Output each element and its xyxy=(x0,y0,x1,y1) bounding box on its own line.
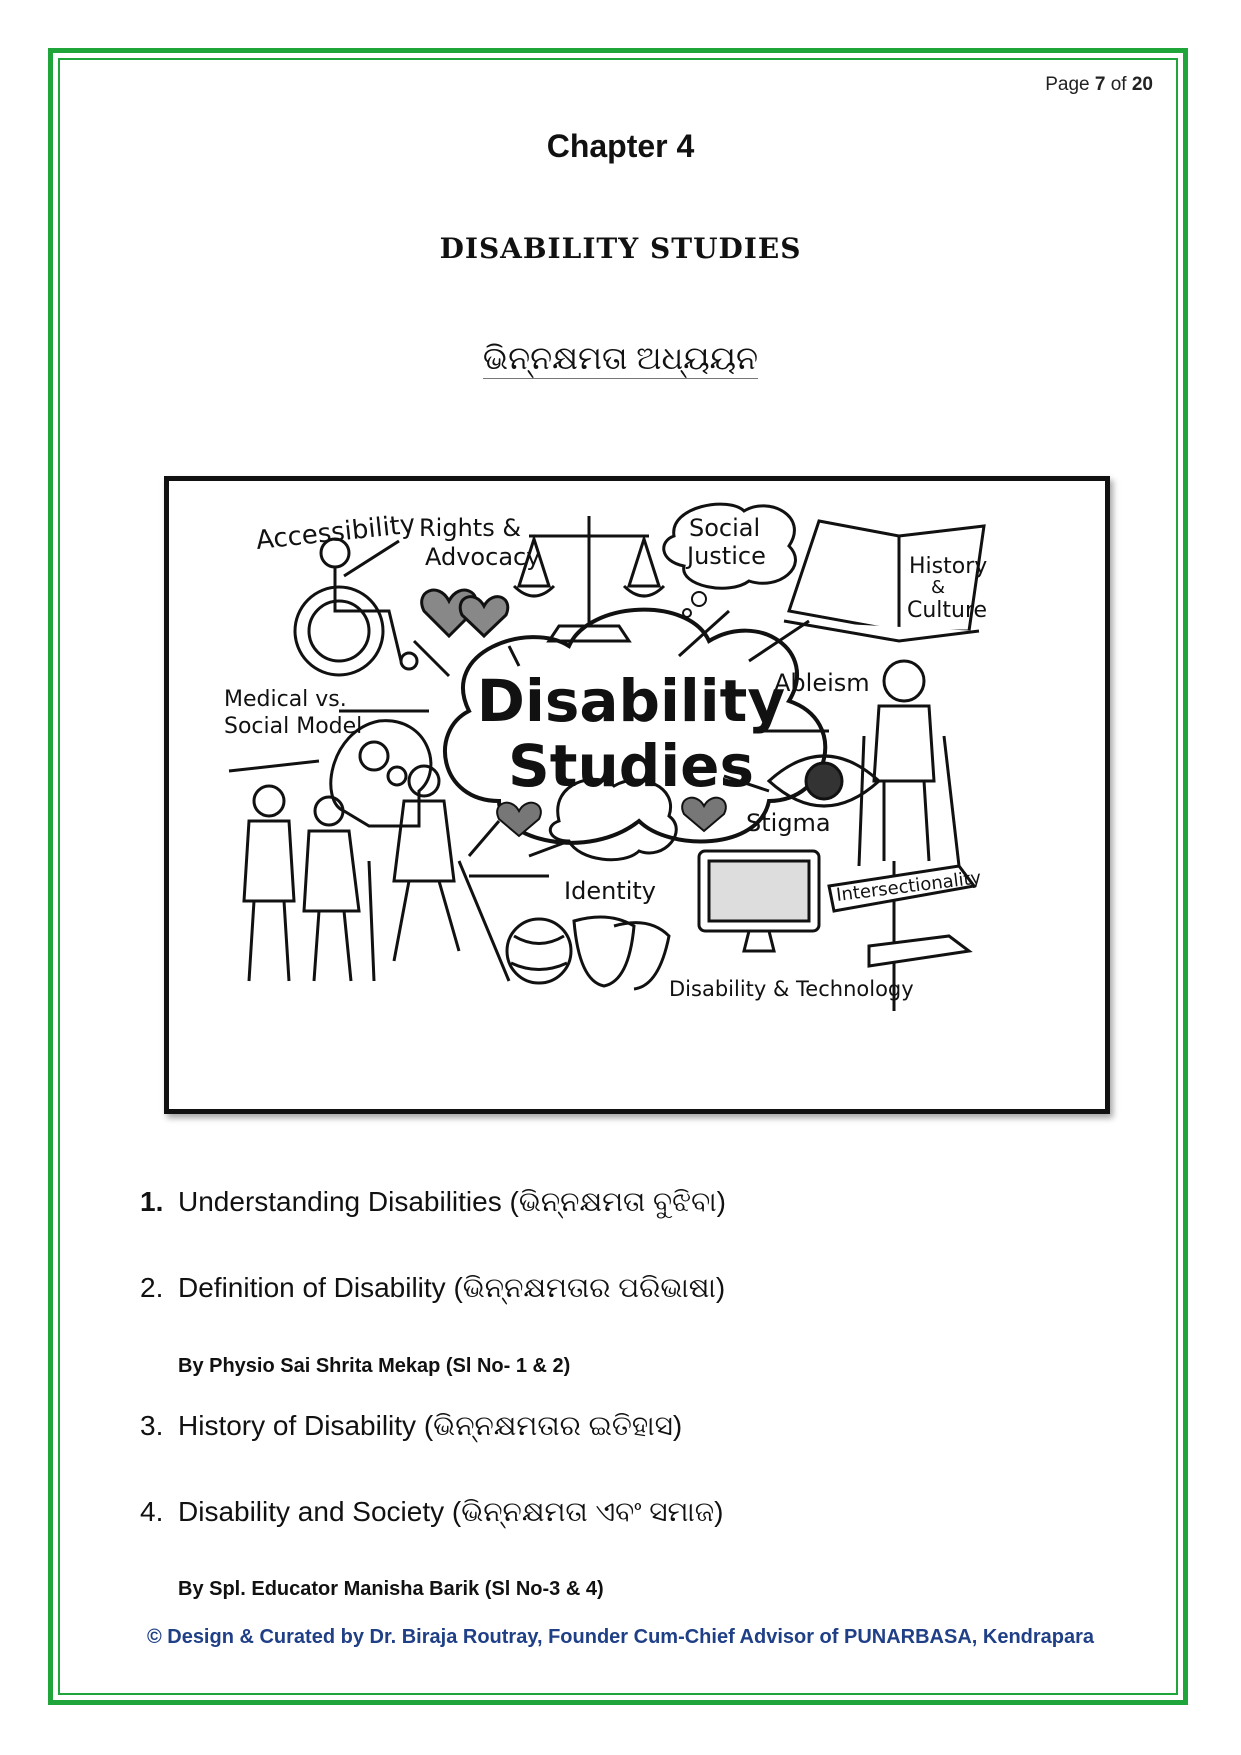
toc-item-4: 4. Disability and Society (ଭିନ୍ନକ୍ଷମତା ଏବଂ ସମାଜ) xyxy=(140,1496,724,1527)
label-stigma: Stigma xyxy=(746,809,831,837)
disability-studies-illustration xyxy=(164,476,1110,1114)
label-history-line3: Culture xyxy=(907,598,988,623)
walking-people-icon xyxy=(244,766,509,981)
toc-item-2: 2. Definition of Disability (ଭିନ୍ନକ୍ଷମତାର ପରିଭାଷା) xyxy=(140,1272,726,1303)
monitor-icon xyxy=(699,851,819,951)
odia-title: ଭିନ୍ନକ୍ଷମତା ଅଧ୍ୟୟନ xyxy=(0,340,1241,378)
label-history-line1: History xyxy=(909,554,988,579)
label-social-line2: Justice xyxy=(687,542,766,570)
person-with-crutches-icon xyxy=(859,661,959,866)
byline-2: By Spl. Educator Manisha Barik (Sl No-3 & 4) xyxy=(178,1578,604,1600)
heart-left-icon xyxy=(497,803,541,836)
center-title-line2: Studies xyxy=(507,732,755,800)
wheelchair-user-icon xyxy=(295,539,417,675)
byline-1: By Physio Sai Shrita Mekap (Sl No- 1 & 2) xyxy=(178,1355,571,1377)
label-intersectionality: Intersectionality xyxy=(835,867,983,906)
open-book-icon xyxy=(784,521,984,641)
center-title-line1: Disability xyxy=(476,667,786,735)
toc-item-3: 3. History of Disability (ଭିନ୍ନକ୍ଷମତାର ଇତିହାସ) xyxy=(140,1410,683,1441)
hearts-icon xyxy=(422,590,508,636)
label-accessibility: Accessibility xyxy=(254,509,417,556)
footer-credit: © Design & Curated by Dr. Biraja Routray, Founder Cum-Chief Advisor of PUNARBASA, Kendrapara xyxy=(146,1626,1095,1648)
subject-title: DISABILITY STUDIES xyxy=(439,232,802,265)
label-ableism: Ableism xyxy=(774,669,870,697)
globe-masks-icon xyxy=(507,917,669,989)
page-number: Page 7 of 20 xyxy=(1045,74,1153,95)
label-rights-line1: Rights & xyxy=(419,514,522,542)
scales-icon xyxy=(514,516,664,641)
label-medical-line1: Medical vs. xyxy=(224,687,347,712)
label-social-line1: Social xyxy=(689,514,761,542)
label-history-line2: & xyxy=(931,577,946,598)
label-medical-line2: Social Model xyxy=(224,714,363,739)
label-identity: Identity xyxy=(564,877,656,905)
chapter-heading: Chapter 4 xyxy=(546,128,695,164)
label-technology: Disability & Technology xyxy=(669,977,914,1001)
toc-item-1: 1. Understanding Disabilities (ଭିନ୍ନକ୍ଷମତା ବୁଝିବା) xyxy=(140,1186,726,1217)
label-rights-line2: Advocacy xyxy=(425,543,541,571)
heart-right-icon xyxy=(682,798,726,831)
